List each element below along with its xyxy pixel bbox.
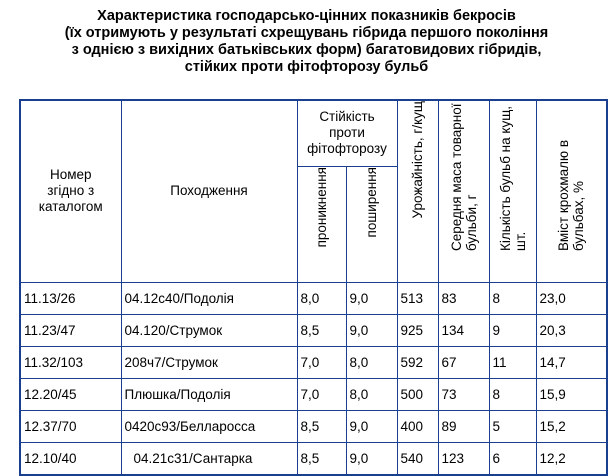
- header-origin-label: Походження: [170, 183, 248, 199]
- cell-number: 11.32/103: [20, 346, 121, 378]
- table-row: [20, 346, 607, 378]
- header-origin: [121, 100, 297, 282]
- header-yield-label: Урожайність, г/кущ: [410, 101, 425, 219]
- cell-yield: 500: [397, 378, 438, 410]
- document-title: [0, 8, 613, 76]
- cell-spread: 9,0: [346, 442, 397, 475]
- cell-avg-mass: 134: [438, 314, 489, 346]
- cell-yield: 513: [397, 282, 438, 314]
- cell-yield: 925: [397, 314, 438, 346]
- cell-avg-mass: 67: [438, 346, 489, 378]
- cell-origin: 208ч7/Струмок: [121, 346, 297, 378]
- cell-spread: 9,0: [346, 314, 397, 346]
- title-line-2: (їх отримують у результаті схрещувань гібрида першого покоління: [64, 25, 549, 41]
- cell-origin: 04.120/Струмок: [121, 314, 297, 346]
- cell-number: 11.13/26: [20, 282, 121, 314]
- cell-starch: 15,9: [536, 378, 607, 410]
- cell-tuber-count: 8: [489, 282, 536, 314]
- cell-origin: 04.21c31/Сантарка: [121, 442, 297, 475]
- cell-penetration: 8,5: [297, 442, 346, 475]
- cell-tuber-count: 6: [489, 442, 536, 475]
- cell-starch: 12,2: [536, 442, 607, 475]
- cell-tuber-count: 11: [489, 346, 536, 378]
- cell-number: 12.37/70: [20, 410, 121, 442]
- header-row-1: [20, 100, 607, 166]
- cell-tuber-count: 9: [489, 314, 536, 346]
- cell-penetration: 7,0: [297, 378, 346, 410]
- cell-spread: 9,0: [346, 410, 397, 442]
- cell-penetration: 7,0: [297, 346, 346, 378]
- table-row: [20, 442, 607, 475]
- cell-yield: 400: [397, 410, 438, 442]
- header-tuber-count: [489, 100, 536, 282]
- cell-avg-mass: 73: [438, 378, 489, 410]
- header-starch: [536, 100, 607, 282]
- cell-penetration: 8,0: [297, 282, 346, 314]
- header-resistance-group: [297, 100, 397, 166]
- header-spread-label: поширення: [364, 166, 379, 237]
- table-row: [20, 410, 607, 442]
- cell-origin: 0420c93/Белларосса: [121, 410, 297, 442]
- cell-number: 11.23/47: [20, 314, 121, 346]
- header-starch-label: Вміст крохмалю в бульбах, %: [556, 139, 587, 251]
- cell-tuber-count: 5: [489, 410, 536, 442]
- cell-number: 12.20/45: [20, 378, 121, 410]
- header-number-label: Номер згідно з каталогом: [38, 167, 103, 215]
- header-number: [20, 100, 121, 282]
- table-row: [20, 314, 607, 346]
- cell-avg-mass: 83: [438, 282, 489, 314]
- cell-yield: 592: [397, 346, 438, 378]
- header-tuber-count-label: Кількість бульб на кущ, шт.: [497, 105, 528, 251]
- header-resistance-label: Стійкість проти фітофторозу: [307, 109, 387, 157]
- header-avg-mass: [438, 100, 489, 282]
- cell-origin: Плюшка/Подолія: [121, 378, 297, 410]
- header-penetration-label: проникнення: [314, 166, 329, 247]
- cell-penetration: 8,5: [297, 410, 346, 442]
- cell-number: 12.10/40: [20, 442, 121, 475]
- cell-spread: 9,0: [346, 282, 397, 314]
- header-avg-mass-label: Середня маса товарної бульби, г: [448, 103, 479, 251]
- header-spread: [346, 166, 397, 282]
- table-row: [20, 378, 607, 410]
- backcross-characteristics-table: [19, 99, 608, 476]
- cell-penetration: 8,5: [297, 314, 346, 346]
- cell-starch: 20,3: [536, 314, 607, 346]
- cell-origin: 04.12c40/Подолія: [121, 282, 297, 314]
- table-row: [20, 282, 607, 314]
- cell-avg-mass: 123: [438, 442, 489, 475]
- cell-starch: 23,0: [536, 282, 607, 314]
- header-yield: [397, 100, 438, 282]
- cell-tuber-count: 8: [489, 378, 536, 410]
- title-line-3: з однією з вихідних батьківських форм) багатовидових гібридів,: [71, 42, 542, 58]
- header-penetration: [297, 166, 346, 282]
- cell-yield: 540: [397, 442, 438, 475]
- cell-avg-mass: 89: [438, 410, 489, 442]
- cell-spread: 8,0: [346, 346, 397, 378]
- cell-starch: 15,2: [536, 410, 607, 442]
- title-line-4: стійких проти фітофторозу бульб: [184, 59, 429, 75]
- title-line-1: Характеристика господарсько-цінних показників бекросів: [97, 8, 516, 24]
- cell-spread: 8,0: [346, 378, 397, 410]
- cell-starch: 14,7: [536, 346, 607, 378]
